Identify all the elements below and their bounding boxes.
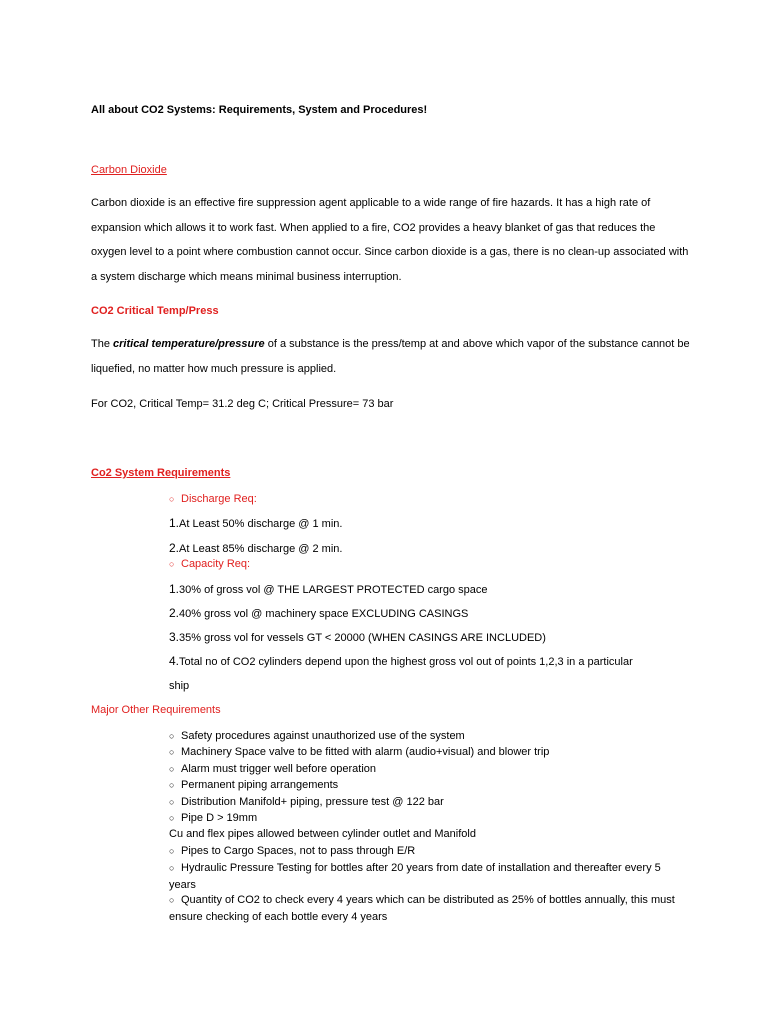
list-number: 1. — [169, 582, 180, 596]
capacity-item-2 — [169, 606, 468, 621]
other-plain-line: Cu and flex pipes allowed between cylinder outlet and Manifold — [169, 828, 476, 840]
list-text: 30% of gross vol @ THE LARGEST PROTECTED cargo space — [179, 584, 488, 596]
list-number: 1. — [169, 516, 180, 530]
other-item-8: ○ Hydraulic Pressure Testing for bottles after 20 years from date of installation and thereafter every 5 years — [169, 860, 689, 893]
discharge-item-2 — [169, 541, 342, 556]
heading-carbon-dioxide[interactable]: Carbon Dioxide — [91, 164, 167, 176]
discharge-item-1 — [169, 516, 342, 531]
capacity-req-label: ○ Capacity Req: — [169, 557, 250, 571]
capacity-item-1 — [169, 582, 488, 597]
list-text: At Least 50% discharge @ 1 min. — [179, 518, 343, 530]
critical-values: For CO2, Critical Temp= 31.2 deg C; Critical Pressure= 73 bar — [91, 398, 394, 410]
heading-major-other: Major Other Requirements — [91, 704, 221, 716]
discharge-req-label: ○ Discharge Req: — [169, 492, 257, 506]
list-number: 2. — [169, 606, 180, 620]
list-text: At Least 85% discharge @ 2 min. — [179, 543, 343, 555]
critical-intro-before: The — [91, 338, 114, 350]
list-number: 3. — [169, 630, 180, 644]
heading-system-requirements[interactable]: Co2 System Requirements — [91, 467, 231, 479]
capacity-item-3 — [169, 630, 546, 645]
carbon-dioxide-paragraph: Carbon dioxide is an effective fire suppression agent applicable to a wide range of fire hazards. It has a high rate of expansion which allows it to work fast. When applied to a fire, CO2 provides a heavy blanket of gas that reduces the oxygen level to a point where combustion cannot occur. Since carbon dioxide is a gas, there is no clean-up associated with a system discharge which means minimal business interruption. — [91, 197, 689, 283]
list-text: 40% gross vol @ machinery space EXCLUDING CASINGS — [179, 608, 469, 620]
list-number: 2. — [169, 541, 180, 555]
other-item-9: ○ Quantity of CO2 to check every 4 years which can be distributed as 25% of bottles annually, this must ensure checking of each bottle every 4 years — [169, 892, 689, 925]
capacity-item-4-continued: ship — [169, 680, 190, 692]
critical-term: critical temperature/pressure — [113, 338, 265, 350]
other-item-7: ○ Pipes to Cargo Spaces, not to pass through E/R — [169, 844, 415, 858]
capacity-item-4 — [169, 654, 633, 669]
other-item-5: ○ Distribution Manifold+ piping, pressure test @ 122 bar — [169, 795, 444, 809]
critical-intro-after: of a substance is the press/temp at and above which vapor of the substance cannot be liquefied, no matter how much pressure is applied. — [91, 338, 690, 375]
list-text: 35% gross vol for vessels GT < 20000 (WHEN CASINGS ARE INCLUDED) — [179, 632, 546, 644]
other-item-4: ○ Permanent piping arrangements — [169, 778, 338, 792]
list-number: 4. — [169, 654, 180, 668]
other-item-2: ○ Machinery Space valve to be fitted with alarm (audio+visual) and blower trip — [169, 745, 549, 759]
other-item-1: ○ Safety procedures against unauthorized use of the system — [169, 729, 465, 743]
critical-paragraph — [91, 332, 691, 381]
other-item-3: ○ Alarm must trigger well before operation — [169, 762, 376, 776]
list-text: Total no of CO2 cylinders depend upon the highest gross vol out of points 1,2,3 in a particular — [179, 656, 633, 668]
heading-critical: CO2 Critical Temp/Press — [91, 305, 219, 317]
other-item-6: ○ Pipe D > 19mm — [169, 811, 257, 825]
page-title: All about CO2 Systems: Requirements, System and Procedures! — [91, 104, 428, 116]
